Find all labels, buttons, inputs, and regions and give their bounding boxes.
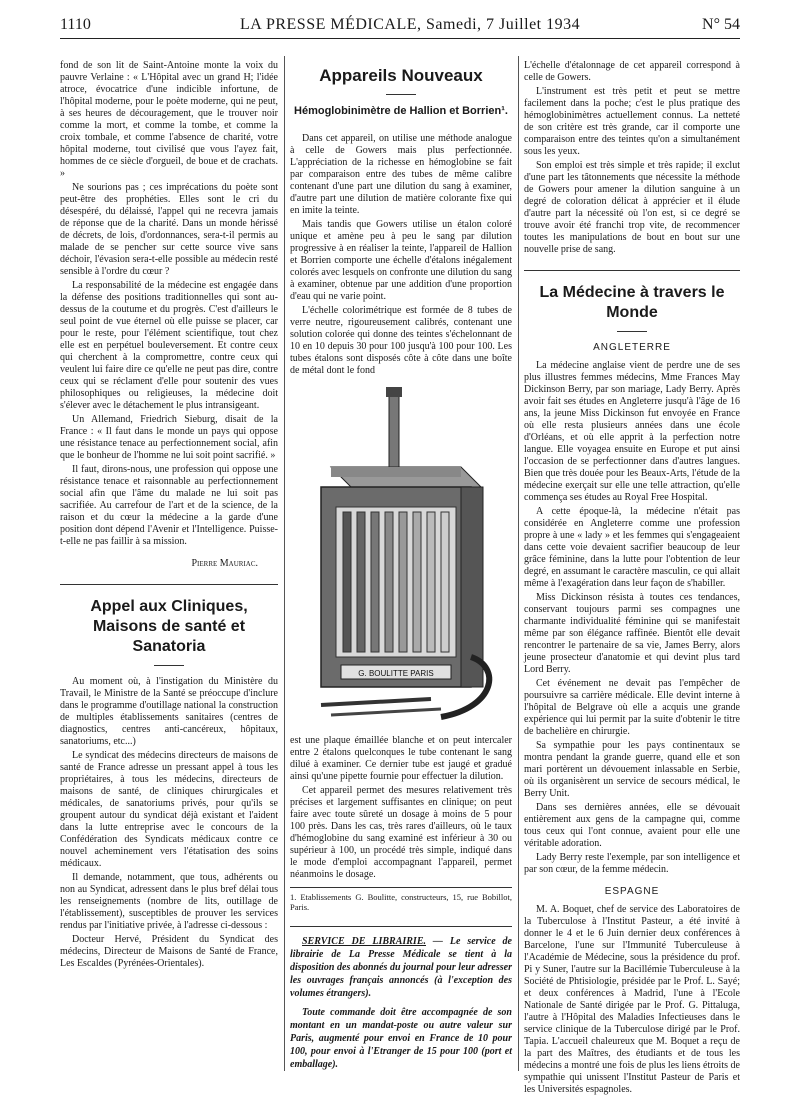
page-number: 1110 bbox=[60, 16, 91, 33]
country-heading-angleterre: ANGLETERRE bbox=[593, 342, 671, 353]
article-paragraph: L'échelle d'étalonnage de cet appareil correspond à celle de Gowers. bbox=[524, 60, 740, 83]
column-divider bbox=[284, 56, 285, 1071]
section-rule bbox=[60, 584, 278, 585]
hemoglobinometer-illustration bbox=[301, 387, 501, 727]
column-middle bbox=[290, 60, 512, 1077]
appel-paragraph: Docteur Hervé, Président du Syndicat des médecins, Directeur de Maisons de Santé de France, Les Escaldes (Pyrénées-Orientales). bbox=[60, 934, 278, 969]
footnote-rule bbox=[290, 887, 512, 888]
footnote: 1. Etablissements G. Boulitte, constructeurs, 15, rue Bobillot, Paris. bbox=[290, 892, 512, 912]
author-signature: Pierre Mauriac. bbox=[191, 558, 258, 569]
service-librairie-notice bbox=[290, 926, 512, 1071]
article-paragraph: Lady Berry reste l'exemple, par son intelligence et par son cœur, de la femme médecin. bbox=[524, 852, 740, 875]
title-dash bbox=[617, 331, 647, 332]
article-subtitle: Hémoglobinimètre de Hallion et Borrien¹. bbox=[294, 105, 508, 117]
article-paragraph: Dans ses dernières années, elle se dévouait entièrement aux gens de la campagne qui, comme tous ceux qui l'ont connue, avaient pour elle une véritable adoration. bbox=[524, 802, 740, 849]
article-paragraph: L'instrument est très petit et peut se mettre facilement dans la poche; c'est le plus pratique des hémoglobinimètres actuellement connus. La netteté de son critère est très grande, car il comporte une comparaison entre des teintes qu'on a simultanément sous les yeux. bbox=[524, 86, 740, 157]
section-title-appareils: Appareils Nouveaux bbox=[319, 66, 483, 85]
article-paragraph: Il faut, dirons-nous, une profession qui oppose une résistance tenace et raisonnable au perfectionnement social afin que l'âme du malade ne lui soit pas sacrifiée. Au carrefour de l'art et de la science, de la raison et du cœur la médecine a la garde d'une position dont dépend l'Avenir et l'Intelligence. Puisse-t-elle ne pas faillir à sa mission. bbox=[60, 464, 278, 547]
article-paragraph: La médecine anglaise vient de perdre une de ses plus illustres femmes médecins, Mme Frances May Dickinson Berry, par son mariage, Lady Berry. Après avoir fait ses études en Angleterre jusqu'à l'âge de 16 ans, la jeune Miss Dickinson fut envoyée en France où elle resta plusieurs années dans une école d'Orléans, et où elle apprit à la perfection notre langue. Elle voyagea ensuite en Europe et put ainsi l'occasion de se perfectionner dans d'autres langues. Bien que très douée pour les Beaux-Arts, l'étude de la médecine exerçait sur elle une telle attraction, qu'elle commença ses études au Royal Free Hospital. bbox=[524, 360, 740, 503]
article-paragraph: Sa sympathie pour les pays continentaux se montra pendant la grande guerre, quand elle et son mari portèrent un dévouement inlassable en Serbie, où ils organisèrent un service de secours médical, le Berry Unit. bbox=[524, 740, 740, 799]
article-paragraph: Cet événement ne devait pas l'empêcher de poursuivre sa carrière médicale. Elle devint interne à l'hôpital de Belgrave où elle a acquis une grande expérience qui lui permit par la suite d'obtenir le titre de bachelière en chirurgie. bbox=[524, 678, 740, 737]
notice-text: Toute commande doit être accompagnée de son montant en un mandat-poste ou autre valeur sur Paris, augmenté pour envoi en France de 10 pour 100, pour envoi à l'Etranger de 15 pour 100 (port et emballage). bbox=[290, 1007, 512, 1070]
column-right bbox=[524, 60, 740, 1098]
appel-paragraph: Il demande, notamment, que tous, adhérents ou non au Syndicat, adressent dans le plus bref délai tous les renseignements (nombre de lits, outillage de l'établissement), susceptibles de prouver les services rendus par l'initiative privée, à l'adresse ci-dessous : bbox=[60, 872, 278, 931]
article-paragraph: Mais tandis que Gowers utilise un étalon coloré unique et amène peu à peu le sang par dilution progressive à en réaliser la teinte, l'appareil de Hallion et Borrien comporte une échelle d'étalons inégalement colorés avec lesquels on confronte une dilution du sang à examiner, obtenue par une addition d'une proportion d'eau qui ne varie point. bbox=[290, 219, 512, 302]
article-paragraph: Miss Dickinson résista à toutes ces tendances, conservant toujours parmi ses compagnes une charmante individualité féminine qui se manifestait même par son élégance raffinée. Bientôt elle devait rencontrer le partenaire de sa vie, James Berry, alors jeune prosecteur d'anatomie et qui devint plus tard Lord Berry. bbox=[524, 592, 740, 675]
maker-label: G. BOULITTE PARIS bbox=[358, 669, 434, 678]
column-divider bbox=[518, 56, 519, 1071]
article-paragraph: Ne sourions pas ; ces imprécations du poète sont peut-être des prophéties. Elles sont le cri du désespéré, du délaissé, l'appel qui ne recevra jamais de réponse que de la charité. Dans un monde hérissé de décrets, de lois, d'ordonnances, sera-t-il permis au malade de se pencher sur cette source vive sans déchoir, l'évasion sera-t-elle possible au médecin resté sensible à l'ordre du cœur ? bbox=[60, 182, 278, 277]
article-paragraph: Dans cet appareil, on utilise une méthode analogue à celle de Gowers mais plus perfectionnée. L'appréciation de la richesse en hémoglobine se fait par comparaison entre des tubes de même calibre contenant d'une part une dilution du sang à examiner, d'autre part une dilution de matière colorante fixe qui en imite la teinte. bbox=[290, 133, 512, 216]
article-paragraph: A cette époque-là, la médecine n'était pas considérée en Angleterre comme une profession propre à une « lady » et les femmes qui s'engageaient dans cette voie devaient sacrifier beaucoup de leur grâce féminine, dans la lutte pour l'obtention de leur degré, en assumant le caractère masculin, ce qui allait même à l'exagération dans leur façon de s'habiller. bbox=[524, 506, 740, 589]
section-title-monde: La Médecine à travers le Monde bbox=[539, 284, 725, 321]
article-paragraph: M. A. Boquet, chef de service des Laboratoires de la Tuberculose à l'Institut Pasteur, a été invité à donner le 4 et le 6 Juin dernier deux conférences à Barcelone, l'une sur l'Immunité Tuberculeuse à l'Académie de Médecine, sous la présidence du prof. Pi y Suner, l'autre sur la Bacillémie Tuberculeuse à la Société de Phtisiologie, présidée par le Prof. L. Sayé; et deux conférences à Madrid, l'une à l'Ecole Nationale de Santé dirigée par le Prof. G. Pittaluga, l'autre à l'Hôpital des Maladies Infectieuses dans le service clinique de la Tuberculose dirigé par le Prof. Tapia. L'accueil chaleureux que M. Boquet a reçu de la part des Maîtres, des étudiants et de tous les médecins a montré une fois de plus les liens étroits de sympathie qui unissent l'Institut Pasteur de Paris et les Universités espagnoles. bbox=[524, 904, 740, 1095]
article-paragraph: fond de son lit de Saint-Antoine monte la voix du pauvre Verlaine : « L'Hôpital avec un grand H; l'idée atroce, évocatrice d'une indicible infortune, de l'hôpital moderne, pour le poète moderne, qui ne peut, à ses heures de découragement, que le trouver noir comme la mort, et comme la tombe, et comme la croix tombale, et comme l'absence de charité, votre hôpital moderne, tout civilisé que vous l'ayez fait, hommes de ce siècle d'orgueil, de boue et de crachats. » bbox=[60, 60, 278, 179]
appel-title: Appel aux Cliniques, Maisons de santé et Sanatoria bbox=[90, 598, 248, 655]
column-left bbox=[60, 60, 278, 972]
country-heading-espagne: ESPAGNE bbox=[604, 886, 660, 897]
article-paragraph: Un Allemand, Friedrich Sieburg, disait de la France : « Il faut dans le monde un pays qui oppose une résistance tenace au perfectionnement social, afin que le bonheur de l'homme ne lui soit point sacrifié. » bbox=[60, 414, 278, 461]
article-paragraph: est une plaque émaillée blanche et on peut intercaler entre 2 étalons quelconques le tube contenant le sang dilué à examiner. Ce dernier tube est jaugé et gradué ainsi qu'une pipette fournie pour effectuer la dilution. bbox=[290, 735, 512, 782]
notice-text: — Le service de librairie de La Presse Médicale se tient à la disposition des abonnés du journal pour leur adresser les ouvrages français annoncés (à l'exception des volumes étrangers). bbox=[290, 936, 512, 999]
section-rule bbox=[524, 270, 740, 271]
article-paragraph: La responsabilité de la médecine est engagée dans la défense des positions traditionnelles qui sont au-dessus de la coutume et du progrès. C'est d'ailleurs le seul point de vue éternel où elle puisse se placer, car pour le reste, pour l'élément scientifique, tout chez elle est en perpétuel bouleversement. Et contre ceux qui cherchent à la compromettre, contre ceux qui veulent lui faire dire ce qu'elle ne peut pas dire, contre ceux qui se réclament d'elle pour soutenir des vues philosophiques ou religieuses, la médecine doit s'élever avec le détachement le plus intransigeant. bbox=[60, 280, 278, 411]
appel-paragraph: Le syndicat des médecins directeurs de maisons de santé de France adresse un pressant appel à tous les propriétaires, à tous les médecins, directeurs de maisons de santé, de cliniques chirurgicales et médicales, de sanatoriums privés, pour qu'ils se groupent autour du syndicat déjà existant et l'aident dans la lutte entreprise avec le concours de la Confédération des Syndicats médicaux contre ce nouvel acheminement vers l'étatisation des soins médicaux. bbox=[60, 750, 278, 869]
title-dash bbox=[154, 665, 184, 666]
article-paragraph: L'échelle colorimétrique est formée de 8 tubes de verre neutre, rigoureusement calibrés, contenant une solution colorée qui donne des teintes s'échelonnant de 10 en 10 depuis 30 pour 100 jusqu'à 100 pour 100. Les tubes étalons sont disposés côte à côte dans une boîte de métal dont le fond bbox=[290, 305, 512, 376]
page-header bbox=[60, 10, 740, 39]
journal-title: LA PRESSE MÉDICALE, Samedi, 7 Juillet 1934 bbox=[240, 16, 581, 33]
article-paragraph: Cet appareil permet des mesures relativement très précises et largement suffisantes en clinique; on peut faire avec toute sûreté un dosage à moins de 5 pour 100 près. Dans les cas, très rares d'ailleurs, où le taux d'hémoglobine du sang examiné est inférieur à 30 ou supérieur à 100, un procédé très simple, indiqué dans le mode d'emploi accompagnant l'appareil, permet néanmoins le dosage. bbox=[290, 785, 512, 880]
title-dash bbox=[386, 94, 416, 95]
article-paragraph: Son emploi est très simple et très rapide; il exclut d'une part les tâtonnements que nécessite la méthode de Gowers pour amener la dilution sanguine à un degré de coloration délicat à apprécier et il élude d'autre part la nécessité où l'on est, si ce degré se trouve avoir été franchi trop vite, de recommencer toutes les manipulations de bout en bout sur une nouvelle prise de sang. bbox=[524, 160, 740, 255]
issue-number: N° 54 bbox=[702, 16, 740, 33]
hemoglobinometer-drawing bbox=[301, 387, 501, 727]
appel-paragraph: Au moment où, à l'instigation du Ministère du Travail, le Ministre de la Santé se préoccupe d'inclure dans le programme d'outillage national la construction de multiples établissements sanitaires (centres de diagnostics, centres anti-cancéreux, hôpitaux, sanatoriums, etc...) bbox=[60, 676, 278, 747]
notice-label: SERVICE DE LIBRAIRIE. bbox=[302, 936, 426, 947]
